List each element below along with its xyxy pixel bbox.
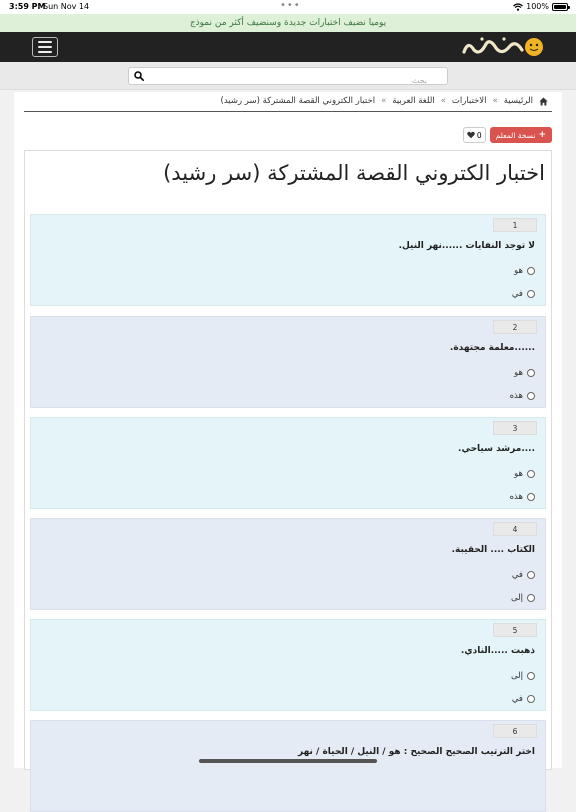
like-button[interactable] xyxy=(463,127,486,143)
option-2[interactable] xyxy=(510,492,535,502)
radio-button[interactable] xyxy=(527,392,535,400)
option-label: في xyxy=(512,570,523,580)
option-label: هذه xyxy=(510,391,523,401)
radio-button[interactable] xyxy=(527,695,535,703)
option-1[interactable] xyxy=(511,671,535,681)
hamburger-menu-button[interactable] xyxy=(32,37,58,57)
option-2[interactable] xyxy=(510,391,535,401)
option-1[interactable] xyxy=(514,469,535,479)
question-number: 1 xyxy=(493,218,537,232)
multitask-dots[interactable]: ••• xyxy=(280,0,301,11)
breadcrumb-home[interactable]: الرئيسية xyxy=(504,96,533,106)
option-label: في xyxy=(512,289,523,299)
navbar xyxy=(0,32,576,62)
question-5 xyxy=(30,619,546,711)
option-label: هو xyxy=(514,266,523,276)
option-1[interactable] xyxy=(514,368,535,378)
divider xyxy=(24,111,552,112)
question-text: الكتاب .... الحقيبة. xyxy=(452,545,535,555)
radio-button[interactable] xyxy=(527,493,535,501)
question-text: ......معلمة مجتهدة. xyxy=(450,343,535,353)
teacher-copy-button[interactable] xyxy=(490,127,552,143)
question-number: 5 xyxy=(493,623,537,637)
status-bar xyxy=(0,0,576,14)
quiz-card xyxy=(24,150,552,770)
radio-button[interactable] xyxy=(527,290,535,298)
home-indicator[interactable] xyxy=(199,759,377,763)
wifi-icon xyxy=(513,3,523,11)
content-page xyxy=(14,92,562,768)
question-number: 3 xyxy=(493,421,537,435)
like-count: 0 xyxy=(477,131,482,140)
battery-icon xyxy=(552,3,568,11)
option-1[interactable] xyxy=(514,266,535,276)
status-time: 3:59 PM xyxy=(9,2,46,11)
question-2 xyxy=(30,316,546,408)
question-4 xyxy=(30,518,546,610)
status-date: Sun Nov 14 xyxy=(43,2,89,11)
battery-percent: 100% xyxy=(526,2,549,11)
question-1 xyxy=(30,214,546,306)
option-2[interactable] xyxy=(512,289,535,299)
question-text: ....مرشد سياحي. xyxy=(458,444,535,454)
question-number: 6 xyxy=(493,724,537,738)
plus-icon: + xyxy=(538,130,546,140)
breadcrumb-separator: » xyxy=(441,96,446,106)
search-input[interactable] xyxy=(157,73,447,89)
breadcrumb xyxy=(221,96,549,106)
option-label: هو xyxy=(514,368,523,378)
option-label: إلى xyxy=(511,671,523,681)
question-number: 2 xyxy=(493,320,537,334)
option-label: هو xyxy=(514,469,523,479)
radio-button[interactable] xyxy=(527,369,535,377)
option-label: إلى xyxy=(511,593,523,603)
question-text: اختر الترتيب الصحيح الصحيح : هو / النيل / الحياة / نهر xyxy=(298,747,535,757)
search-box[interactable] xyxy=(128,67,448,85)
heart-icon xyxy=(467,131,475,139)
breadcrumb-separator: » xyxy=(381,96,386,106)
radio-button[interactable] xyxy=(527,267,535,275)
home-icon[interactable] xyxy=(539,97,548,106)
question-text: لا توجد النفايات ......نهر النيل. xyxy=(399,241,535,251)
search-band xyxy=(0,62,576,90)
option-label: هذه xyxy=(510,492,523,502)
breadcrumb-arabic[interactable]: اللغة العربية xyxy=(392,96,434,106)
option-1[interactable] xyxy=(512,570,535,580)
breadcrumb-separator: » xyxy=(493,96,498,106)
option-2[interactable] xyxy=(511,593,535,603)
question-text: ذهبت .....النادي. xyxy=(461,646,535,656)
site-logo[interactable] xyxy=(460,34,546,60)
radio-button[interactable] xyxy=(527,470,535,478)
radio-button[interactable] xyxy=(527,571,535,579)
breadcrumb-tests[interactable]: الاختبارات xyxy=(452,96,487,106)
option-2[interactable] xyxy=(512,694,535,704)
announcement-bar: يوميا نضيف اختبارات جديدة وسنضيف أكثر من نموذج xyxy=(0,14,576,32)
radio-button[interactable] xyxy=(527,594,535,602)
page-title: اختبار الكتروني القصة المشتركة (سر رشيد) xyxy=(163,161,545,185)
question-3 xyxy=(30,417,546,509)
option-label: في xyxy=(512,694,523,704)
actions-row xyxy=(463,127,552,143)
status-right xyxy=(513,2,568,11)
question-number: 4 xyxy=(493,522,537,536)
search-icon[interactable] xyxy=(134,71,144,81)
question-6 xyxy=(30,720,546,812)
radio-button[interactable] xyxy=(527,672,535,680)
teacher-copy-label: نسخة المعلم xyxy=(496,131,536,140)
breadcrumb-current: اختبار الكتروني القصة المشتركة (سر رشيد) xyxy=(221,96,376,106)
